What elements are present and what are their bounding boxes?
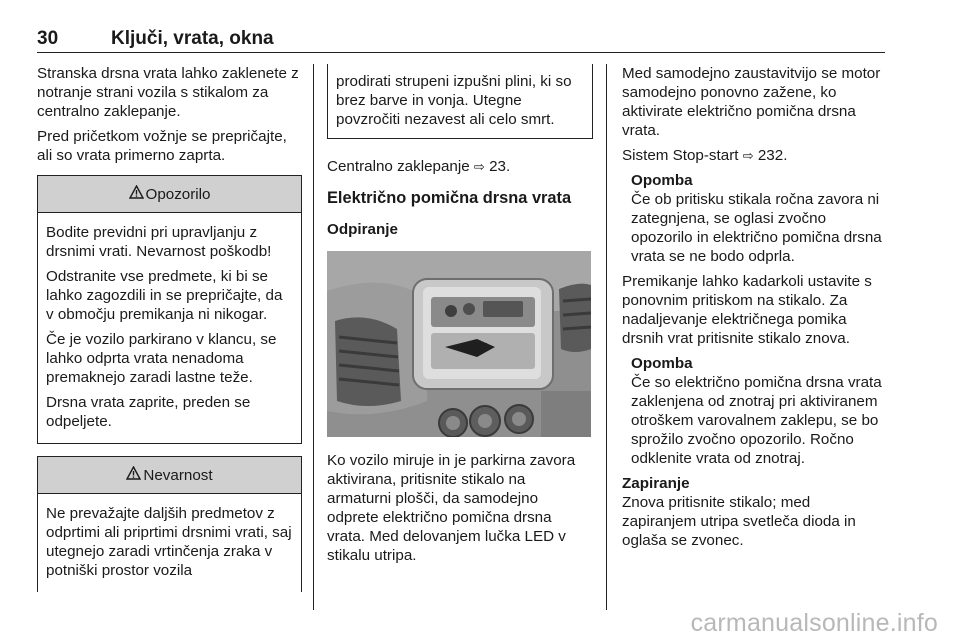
warning-paragraph: Drsna vrata zaprite, preden se odpeljete.: [46, 394, 251, 430]
warning-paragraph: Odstranite vse predmete, ki bi se lahko zagozdili in se prepričajte, da v območju premikanja ni nikogar.: [46, 268, 283, 323]
warning-triangle-icon: [126, 466, 141, 485]
cross-reference-text: Sistem Stop-start: [622, 147, 739, 164]
section-title: Električno pomična drsna vrata: [327, 189, 572, 207]
cross-reference-text: Centralno zaklepanje: [327, 158, 470, 175]
cross-reference: [622, 146, 888, 165]
note-text: Če so električno pomična drsna vrata zaklenjena od znotraj pri aktiviranem otroškem varovalnem zaklepu, se bo sprožilo zvočno opozorilo. Ročno odklenite vrata od znotraj.: [631, 374, 882, 467]
watermark: carmanualsonline.info: [690, 609, 938, 637]
warning-box-header: [38, 176, 301, 213]
paragraph: Ko vozilo miruje in je parkirna zavora aktivirana, pritisnite stikalo na armaturni plošči, da samodejno odprete električno pomična drsna vrata. Med delovanjem lučka LED v stikalu utripa.: [327, 452, 576, 564]
page-ref-arrow-icon: ⇨: [473, 159, 485, 174]
danger-box: [37, 456, 302, 592]
danger-paragraph-continued: prodirati strupeni izpušni plini, ki so brez barve in vonja. Utegne povzročiti nezavest ali celo smrt.: [336, 73, 572, 128]
cross-reference-page: 23.: [489, 158, 511, 175]
danger-box-header: [38, 457, 301, 494]
column-middle: [327, 64, 593, 571]
cross-reference: [327, 157, 593, 176]
column-divider: [606, 64, 607, 610]
note-block: [622, 171, 888, 266]
danger-title: Nevarnost: [143, 466, 213, 484]
column-right: [622, 64, 888, 556]
warning-paragraph: Če je vozilo parkirano v klancu, se lahko odprta vrata nenadoma premaknejo zaradi lastne teže.: [46, 331, 277, 386]
danger-box-continued: [327, 64, 593, 139]
column-divider: [313, 64, 314, 610]
header-rule: [37, 52, 885, 53]
warning-triangle-icon: [129, 185, 144, 204]
warning-box: [37, 175, 302, 444]
page-ref-arrow-icon: ⇨: [742, 148, 754, 163]
cross-reference-page: 232.: [757, 147, 788, 164]
page-header: [37, 28, 885, 54]
page-number: 30: [37, 28, 59, 49]
paragraph: Med samodejno zaustavitvijo se motor samodejno ponovno zažene, ko aktivirate električno pomična drsna vrata.: [622, 65, 881, 139]
chapter-title: Ključi, vrata, okna: [111, 28, 274, 49]
warning-title: Opozorilo: [145, 185, 211, 203]
subsection-title-close: Zapiranje: [622, 475, 690, 492]
paragraph: Pred pričetkom vožnje se prepričajte, ali so vrata primerno zaprta.: [37, 128, 287, 164]
dashboard-switch-photo: [327, 251, 591, 437]
danger-box-body: [38, 494, 301, 592]
column-left: [37, 64, 302, 604]
paragraph: Premikanje lahko kadarkoli ustavite s ponovnim pritiskom na stikalo. Za nadaljevanje električnega pomika drsnih vrat pritisnite stikalo znova.: [622, 273, 872, 347]
note-heading: Opomba: [631, 355, 693, 372]
paragraph: Znova pritisnite stikalo; med zapiranjem utripa svetleča dioda in oglaša se zvonec.: [622, 494, 856, 549]
danger-paragraph: Ne prevažajte daljših predmetov z odprtimi ali priprtimi drsnimi vrati, saj utegnejo zaradi vrtinčenja zraka v potniški prostor vozila: [46, 505, 292, 579]
paragraph: Stranska drsna vrata lahko zaklenete z notranje strani vozila s stikalom za centralno zaklepanje.: [37, 65, 299, 120]
warning-paragraph: Bodite previdni pri upravljanju z drsnimi vrati. Nevarnost poškodb!: [46, 224, 272, 260]
warning-box-body: [38, 213, 301, 443]
subsection-title-open: Odpiranje: [327, 221, 398, 238]
note-heading: Opomba: [631, 172, 693, 189]
note-text: Če ob pritisku stikala ročna zavora ni zategnjena, se oglasi zvočno opozorilo in električno pomična drsna vrata se ne bodo odprla.: [631, 191, 882, 265]
note-block: [622, 354, 888, 468]
